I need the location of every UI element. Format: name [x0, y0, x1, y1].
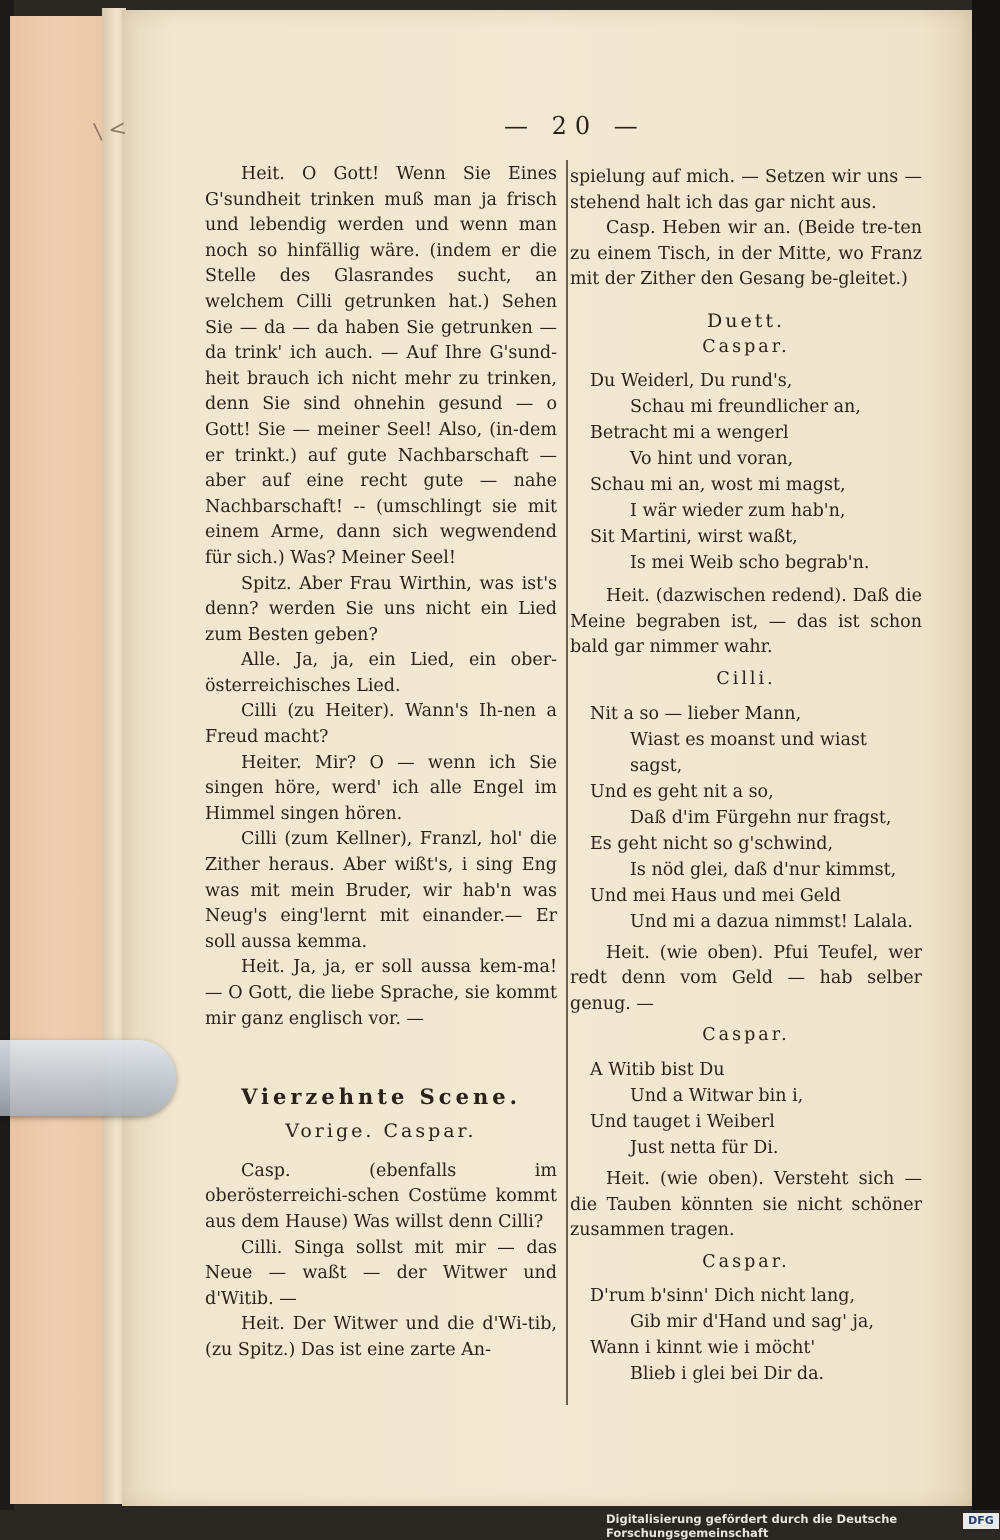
dfg-logo: DFG	[963, 1513, 999, 1529]
dialogue-continued: spielung auf mich. — Setzen wir uns — stehend halt ich das gar nicht aus.	[570, 167, 922, 213]
verse-line: Vo hint und voran,	[630, 449, 794, 470]
scene-heading: Vierzehnte Scene.	[241, 1084, 521, 1110]
verse-caspar-3	[570, 1283, 922, 1387]
right-column	[570, 165, 922, 1387]
left-column	[205, 162, 557, 1364]
dialogue-spitz: Spitz. Aber Frau Wirthin, was ist's denn? werden Sie uns nicht ein Lied zum Besten geben?	[205, 573, 557, 645]
verse-line: Es geht nicht so g'schwind,	[590, 833, 834, 854]
verse-line: Blieb i glei bei Dir da.	[630, 1364, 825, 1385]
verse-line: Und tauget i Weiberl	[590, 1111, 775, 1132]
verse-line: Schau mi an, wost mi magst,	[590, 475, 846, 496]
dialogue-heiter: Heiter. Mir? O — wenn ich Sie singen höre, werd' ich alle Engel im Himmel singen hören.	[205, 752, 557, 824]
verse-line: Gib mir d'Hand und sag' ja,	[630, 1312, 874, 1333]
verse-line: Is mei Weib scho begrab'n.	[630, 553, 870, 574]
column-divider	[566, 160, 568, 1405]
singer-caspar-3: Caspar.	[702, 1251, 790, 1272]
bookmark-ribbon	[0, 1040, 176, 1116]
verse-line: Wann i kinnt wie i möcht'	[590, 1338, 816, 1359]
verse-line: Is nöd glei, daß d'nur kimmst,	[630, 859, 897, 880]
verse-line: I wär wieder zum hab'n,	[630, 501, 846, 522]
scene-characters: Vorige. Caspar.	[285, 1120, 477, 1143]
verse-line: D'rum b'sinn' Dich nicht lang,	[590, 1286, 856, 1307]
verse-line: Du Weiderl, Du rund's,	[590, 371, 793, 392]
dialogue-cilli-3: Cilli. Singa sollst mit mir — das Neue — waßt — der Witwer und d'Witib. —	[205, 1237, 557, 1309]
verse-cilli	[570, 701, 922, 935]
dialogue-heit-2: Heit. Ja, ja, er soll aussa kem-ma! — O Gott, die liebe Sprache, sie kommt mir ganz englisch vor. —	[205, 957, 557, 1029]
dialogue-casp: Casp. (ebenfalls im oberösterreichi-schen Costüme kommt aus dem Hause) Was willst denn Cilli?	[205, 1160, 557, 1232]
verse-line: Und a Witwar bin i,	[630, 1085, 804, 1106]
singer-cilli: Cilli.	[716, 668, 776, 689]
dialogue-cilli-1: Cilli (zu Heiter). Wann's Ih-nen a Freud macht?	[205, 701, 557, 748]
verse-line: Schau mi freundlicher an,	[630, 397, 861, 418]
verse-line: A Witib bist Du	[590, 1059, 725, 1080]
duett-title: Duett.	[706, 309, 786, 332]
dialogue-cilli-2: Cilli (zum Kellner), Franzl, hol' die Zither heraus. Aber wißt's, i sing Eng was mit mein Bruder, wir hab'n was Neug's eing'lernt mit einander.— Er soll aussa kemma.	[205, 829, 557, 952]
page-number: — 20 —	[504, 112, 646, 140]
singer-caspar-1: Caspar.	[702, 336, 790, 357]
singer-caspar-2: Caspar.	[702, 1025, 790, 1046]
digitization-credit: Digitalisierung gefördert durch die Deutsche Forschungsgemeinschaft	[606, 1512, 898, 1540]
dialogue-heit-3: Heit. Der Witwer und die d'Wi-tib, (zu Spitz.) Das ist eine zarte An-	[205, 1314, 557, 1360]
verse-line: Und mi a dazua nimmst! Lalala.	[630, 911, 913, 932]
dialogue-heit-6: Heit. (wie oben). Versteht sich — die Tauben könnten sie nicht schöner zusammen tragen.	[570, 1168, 922, 1241]
pencil-mark: \ <	[92, 115, 129, 146]
verse-caspar-1	[570, 368, 922, 576]
dialogue-heit-1: Heit. O Gott! Wenn Sie Eines G'sundheit trinken muß man ja frisch und lebendig werden und wenn man noch so hinfällig wäre. (indem er die Stelle des Glasrandes sucht, an welchem Cilli getrunken hat.) Sehen Sie — da — da haben Sie getrunken — da trink' ich auch. — Auf Ihre G'sund-heit brauch ich nicht mehr zu trinken, denn Sie sind ohnehin gesund — o Gott! Sie — meiner Seel! Also, (in-dem er trinkt.) auf gute Nachbarschaft — aber auf eine recht gute — nahe Nachbarschaft! -- (umschlingt sie mit einem Arme, dann sich wegwendend für sich.) Was? Meiner Seel!	[205, 164, 557, 568]
verse-line: Betracht mi a wengerl	[590, 423, 789, 444]
dialogue-heit-4: Heit. (dazwischen redend). Daß die Meine begraben ist, — das ist schon bald gar nimmer wahr.	[570, 586, 922, 658]
dialogue-alle: Alle. Ja, ja, ein Lied, ein ober-österreichisches Lied.	[205, 650, 557, 696]
verse-line: Sit Martini, wirst waßt,	[590, 527, 798, 548]
dialogue-heit-5: Heit. (wie oben). Pfui Teufel, wer redt denn vom Geld — hab selber genug. —	[570, 942, 922, 1014]
verse-line: Wiast es moanst und wiast sagst,	[630, 729, 867, 776]
verse-line: Und es geht nit a so,	[590, 781, 774, 802]
verse-line: Und mei Haus und mei Geld	[590, 885, 841, 906]
dialogue-casp-2: Casp. Heben wir an. (Beide tre-ten zu einem Tisch, in der Mitte, wo Franz mit der Zither den Gesang be-gleitet.)	[570, 218, 922, 290]
verse-line: Nit a so — lieber Mann,	[590, 703, 802, 724]
verse-caspar-2	[570, 1057, 922, 1161]
verse-line: Just netta für Di.	[630, 1137, 779, 1158]
right-scan-edge	[972, 0, 1000, 1510]
verse-line: Daß d'im Fürgehn nur fragst,	[630, 807, 892, 828]
